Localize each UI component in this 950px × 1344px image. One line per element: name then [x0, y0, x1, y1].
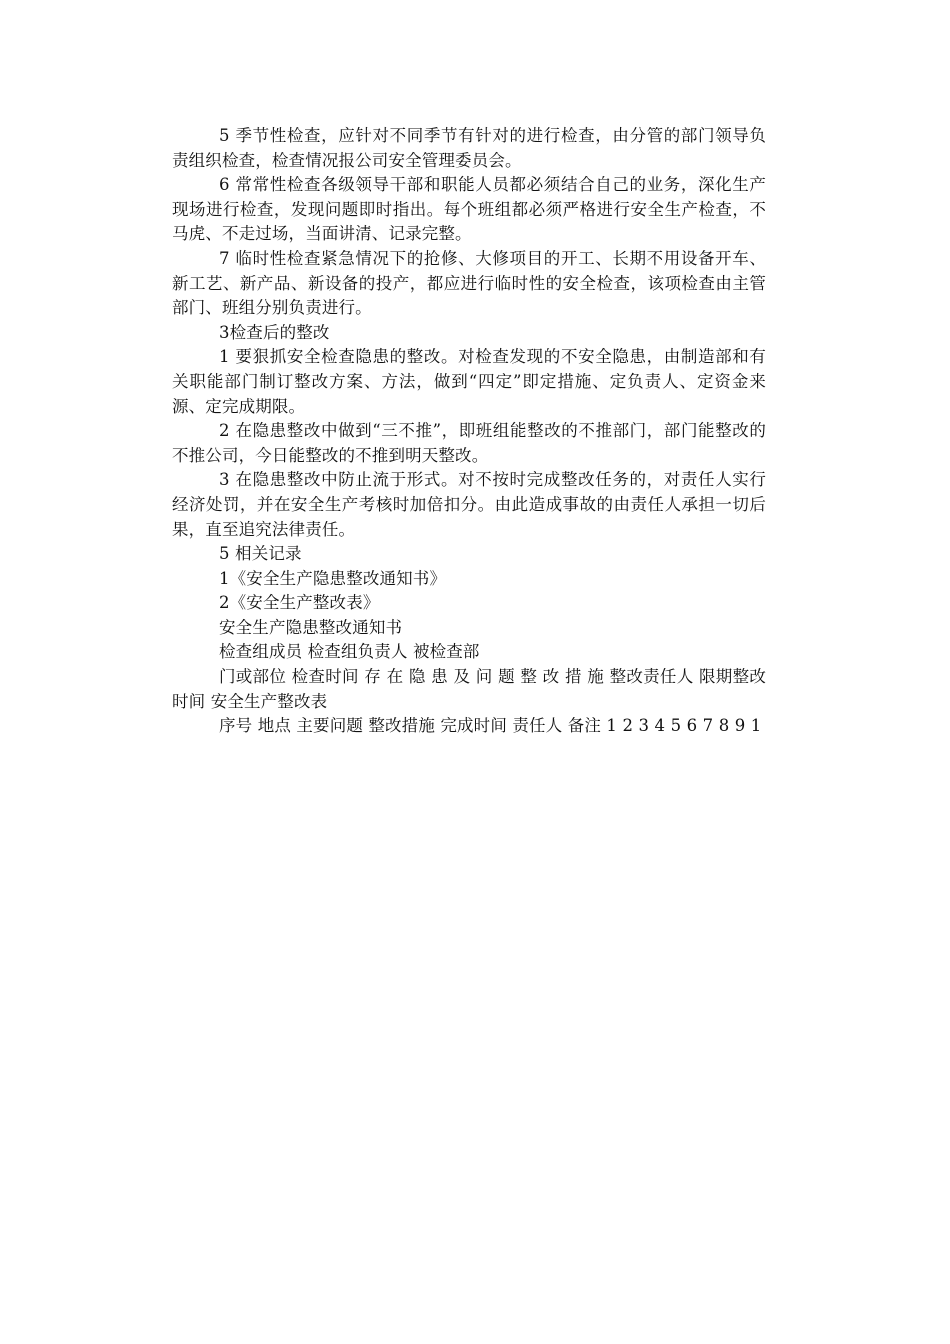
- notice-title: 安全生产隐患整改通知书: [219, 617, 403, 637]
- paragraph-rectification-3: 3 在隐患整改中防止流于形式。对不按时完成整改任务的，对责任人实行经济处罚，并在安全生产考核时加倍扣分。由此造成事故的由责任人承担一切后果，直至追究法律责任。: [172, 470, 766, 539]
- paragraph-seasonal-inspection: 5 季节性检查，应针对不同季节有针对的进行检查，由分管的部门领导负责组织检查，检查情况报公司安全管理委员会。: [172, 126, 766, 170]
- record-item-1: 1《安全生产隐患整改通知书》: [219, 568, 447, 588]
- record-item-2: 2《安全生产整改表》: [219, 593, 380, 613]
- paragraph-routine-inspection: 6 常常性检查各级领导干部和职能人员都必须结合自己的业务，深化生产现场进行检查，发现问题即时指出。每个班组都必须严格进行安全生产检查，不马虎、不走过场，当面讲清、记录完整。: [172, 175, 766, 244]
- section-heading-rectification: 3检查后的整改: [219, 322, 330, 342]
- notice-fields-row-2: 门或部位 检查时间 存 在 隐 患 及 问 题 整 改 措 施 整改责任人 限期整改时间 安全生产整改表: [172, 667, 766, 711]
- rectification-table-header: 序号 地点 主要问题 整改措施 完成时间 责任人 备注 1 2 3 4 5 6 7 8 9 1: [219, 716, 762, 736]
- notice-fields-row-1: 检查组成员 检查组负责人 被检查部: [219, 642, 480, 662]
- paragraph-temporary-inspection: 7 临时性检查紧急情况下的抢修、大修项目的开工、长期不用设备开车、新工艺、新产品、新设备的投产，都应进行临时性的安全检查，该项检查由主管部门、班组分别负责进行。: [172, 248, 766, 318]
- section-heading-records: 5 相关记录: [219, 544, 302, 564]
- document-body: [172, 124, 766, 739]
- paragraph-rectification-1: 1 要狠抓安全检查隐患的整改。对检查发现的不安全隐患，由制造部和有关职能部门制订整改方案、方法，做到“四定”即定措施、定负责人、定资金来源、定完成期限。: [172, 347, 766, 416]
- paragraph-rectification-2: 2 在隐患整改中做到“三不推”，即班组能整改的不推部门，部门能整改的不推公司，今日能整改的不推到明天整改。: [172, 421, 766, 465]
